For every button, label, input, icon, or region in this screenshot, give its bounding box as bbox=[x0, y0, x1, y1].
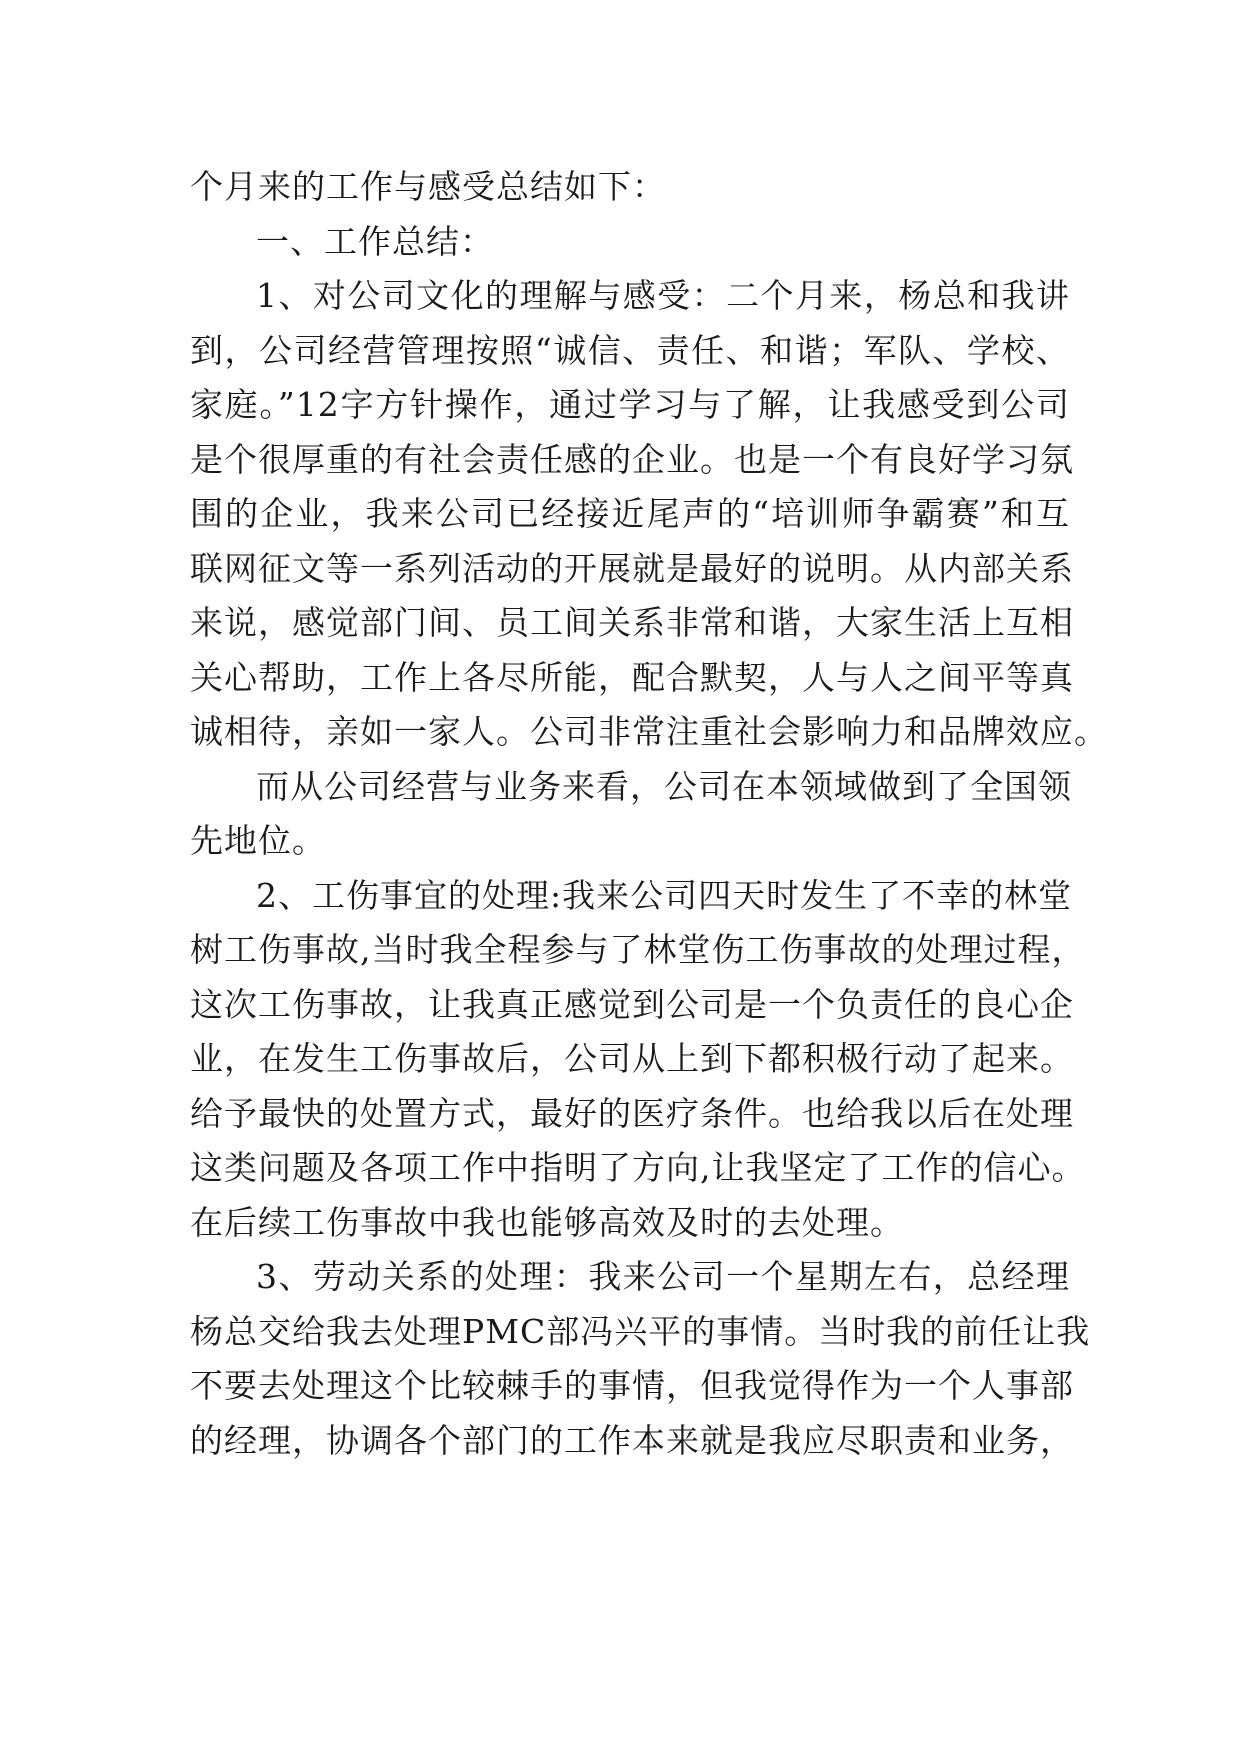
text-line: 业，在发生工伤事故后，公司从上到下都积极行动了起来。 bbox=[190, 1039, 1074, 1078]
text-line: 是个很厚重的有社会责任感的企业。也是一个有良好学习氛 bbox=[190, 439, 1074, 479]
text-line: 家庭。”12字方针操作，通过学习与了解，让我感受到公司 bbox=[190, 385, 1070, 424]
text-line: 的经理，协调各个部门的工作本来就是我应尽职责和业务， bbox=[190, 1420, 1074, 1460]
text-line: 在后续工伤事故中我也能够高效及时的去处理。 bbox=[190, 1202, 904, 1242]
text-line: 这类问题及各项工作中指明了方向,让我坚定了工作的信心。 bbox=[190, 1148, 1086, 1187]
text-line: 到，公司经营管理按照“诚信、责任、和谐；军队、学校、 bbox=[190, 330, 1070, 370]
text-line: 围的企业，我来公司已经接近尾声的“培训师争霸赛”和互 bbox=[190, 494, 1070, 533]
text-line: 联网征文等一系列活动的开展就是最好的说明。从内部关系 bbox=[190, 548, 1074, 588]
text-line: 诚相待，亲如一家人。公司非常注重社会影响力和品牌效应。 bbox=[190, 712, 1108, 751]
text-line: 杨总交给我去处理PMC部冯兴平的事情。当时我的前任让我 bbox=[190, 1311, 1091, 1351]
document-body bbox=[190, 160, 1108, 1468]
text-line: 个月来的工作与感受总结如下： bbox=[190, 167, 666, 206]
text-line: 3、劳动关系的处理：我来公司一个星期左右，总经理 bbox=[256, 1257, 1070, 1296]
text-line: 1、对公司文化的理解与感受：二个月来，杨总和我讲 bbox=[256, 276, 1070, 315]
text-line: 2、工伤事宜的处理:我来公司四天时发生了不幸的林堂 bbox=[256, 875, 1073, 915]
text-line: 给予最快的处置方式，最好的医疗条件。也给我以后在处理 bbox=[190, 1093, 1074, 1133]
text-line: 关心帮助，工作上各尽所能，配合默契，人与人之间平等真 bbox=[190, 657, 1074, 697]
text-line: 这次工伤事故，让我真正感觉到公司是一个负责任的良心企 bbox=[190, 984, 1074, 1024]
text-line: 树工伤事故,当时我全程参与了林堂伤工伤事故的处理过程， bbox=[190, 930, 1086, 969]
text-line: 而从公司经营与业务来看，公司在本领域做到了全国领 bbox=[256, 766, 1072, 806]
text-line: 先地位。 bbox=[190, 821, 326, 860]
text-line: 来说，感觉部门间、员工间关系非常和谐，大家生活上互相 bbox=[190, 603, 1074, 642]
text-line: 不要去处理这个比较棘手的事情，但我觉得作为一个人事部 bbox=[190, 1366, 1074, 1405]
section-heading: 一、工作总结： bbox=[256, 221, 494, 261]
